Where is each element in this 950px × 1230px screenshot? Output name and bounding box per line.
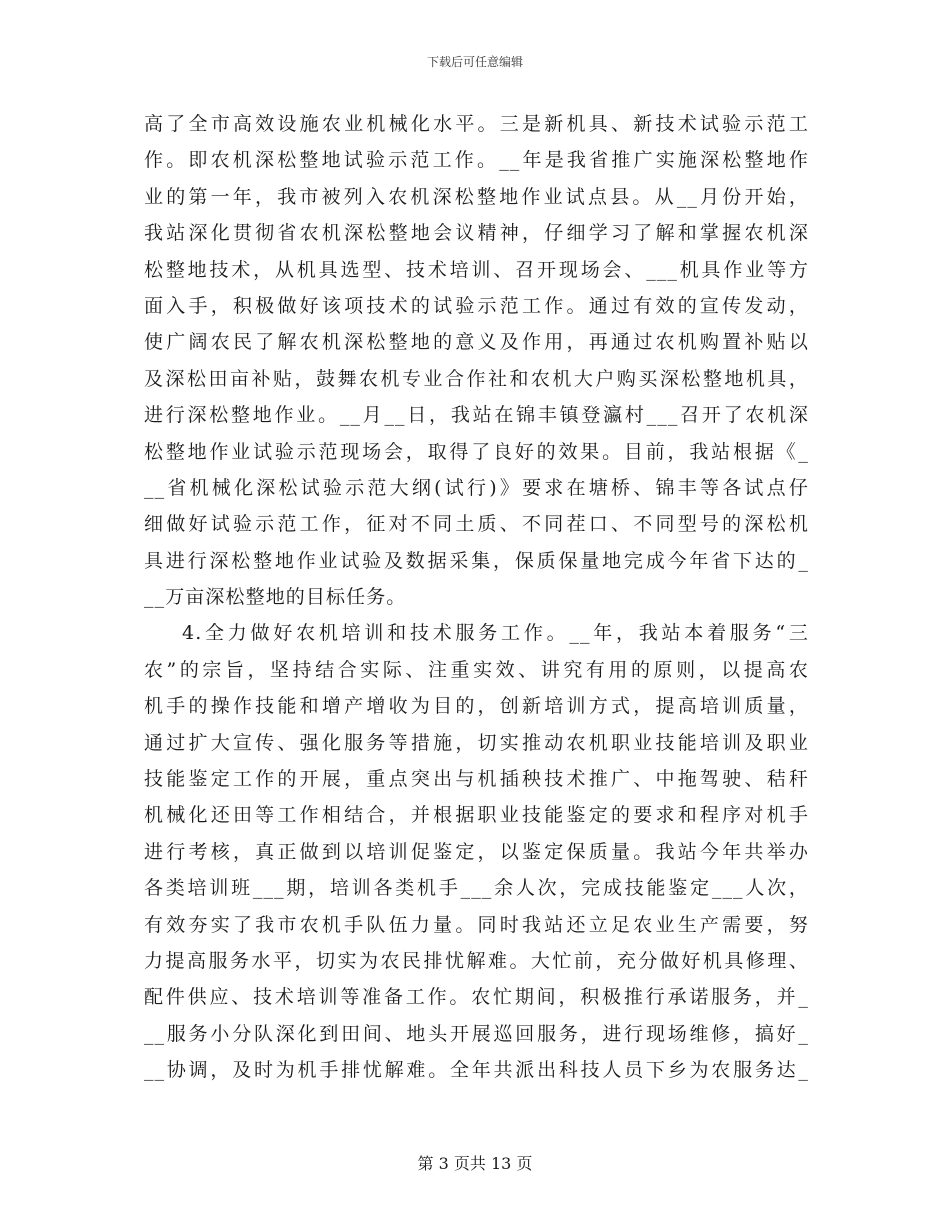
text-line: 机手的操作技能和增产增收为目的，创新培训方式，提高培训质量，: [144, 695, 809, 718]
text-line: 业的第一年，我市被列入农机深松整地作业试点县。从__月份开始，: [144, 185, 809, 208]
text-line: 及深松田亩补贴，鼓舞农机专业合作社和农机大户购买深松整地机具，: [144, 367, 809, 390]
text-line: __省机械化深松试验示范大纲(试行)》要求在塘桥、锦丰等各试点仔: [144, 476, 809, 499]
text-line: 使广阔农民了解农机深松整地的意义及作用，再通过农机购置补贴以: [144, 331, 809, 354]
paragraph: [144, 106, 809, 615]
text-line: 作。即农机深松整地试验示范工作。__年是我省推广实施深松整地作: [144, 149, 809, 172]
text-line: 通过扩大宣传、强化服务等措施，切实推动农机职业技能培训及职业: [144, 731, 809, 754]
text-line: __万亩深松整地的目标任务。: [144, 586, 407, 609]
text-line: __服务小分队深化到田间、地头开展巡回服务，进行现场维修，搞好_: [144, 1022, 809, 1045]
page-footer: 第 3 页共 13 页: [417, 1154, 533, 1173]
text-line: 松整地技术，从机具选型、技术培训、召开现场会、___机具作业等方: [144, 258, 809, 281]
text-line: 面入手，积极做好该项技术的试验示范工作。通过有效的宣传发动，: [144, 294, 809, 317]
text-line: 具进行深松整地作业试验及数据采集，保质保量地完成今年省下达的_: [144, 549, 809, 572]
text-line: 力提高服务水平，切实为农民排忧解难。大忙前，充分做好机具修理、: [144, 949, 809, 972]
paragraph: [144, 615, 809, 1088]
document-body: [144, 106, 809, 1089]
text-line: 配件供应、技术培训等准备工作。农忙期间，积极推行承诺服务，并_: [144, 986, 809, 1009]
text-line: 高了全市高效设施农业机械化水平。三是新机具、新技术试验示范工: [144, 113, 809, 135]
text-line: 进行深松整地作业。__月__日，我站在锦丰镇登瀛村___召开了农机深: [144, 404, 809, 427]
text-line: 我站深化贯彻省农机深松整地会议精神，仔细学习了解和掌握农机深: [144, 222, 809, 245]
page-header: 下载后可任意编辑: [426, 55, 523, 69]
text-line: __协调，及时为机手排忧解难。全年共派出科技人员下乡为农服务达_: [144, 1059, 809, 1082]
paragraph-container: [144, 106, 809, 1089]
text-line: 细做好试验示范工作，征对不同土质、不同茬口、不同型号的深松机: [144, 513, 809, 536]
text-line: 机械化还田等工作相结合，并根据职业技能鉴定的要求和程序对机手: [144, 804, 809, 827]
text-line: 4.全力做好农机培训和技术服务工作。__年，我站本着服务“三: [182, 622, 809, 645]
text-line: 农”的宗旨，坚持结合实际、注重实效、讲究有用的原则，以提高农: [144, 658, 809, 681]
text-line: 进行考核，真正做到以培训促鉴定，以鉴定保质量。我站今年共举办: [144, 840, 809, 863]
text-line: 各类培训班___期，培训各类机手___余人次，完成技能鉴定___人次，: [144, 877, 809, 900]
text-line: 技能鉴定工作的开展，重点突出与机插秧技术推广、中拖驾驶、秸秆: [144, 768, 809, 791]
text-line: 松整地作业试验示范现场会，取得了良好的效果。目前，我站根据《_: [144, 440, 809, 463]
text-line: 有效夯实了我市农机手队伍力量。同时我站还立足农业生产需要，努: [144, 913, 809, 936]
